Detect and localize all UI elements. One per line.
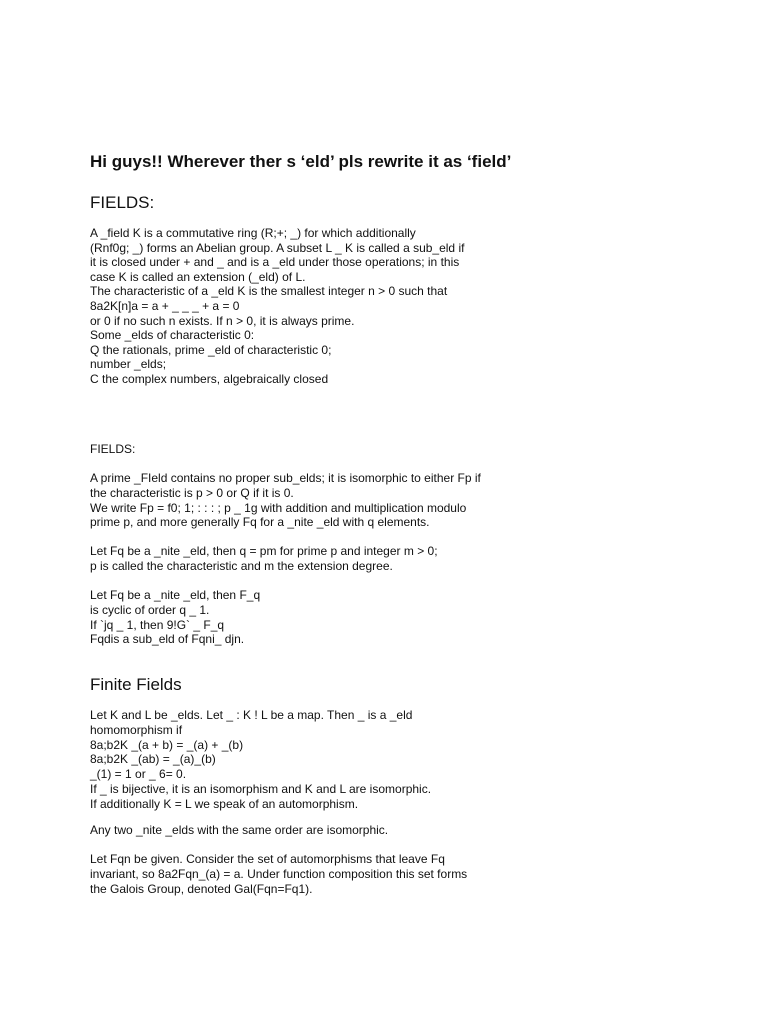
text-line: number _elds; bbox=[90, 357, 167, 372]
text-line: Any two _nite _elds with the same order are isomorphic. bbox=[90, 823, 389, 837]
section-prime-field bbox=[90, 471, 690, 530]
text-line: If additionally K = L we speak of an automorphism. bbox=[90, 796, 359, 811]
text-line: Fqdis a sub_eld of Fqni_ djn. bbox=[90, 632, 245, 647]
text-line: is cyclic of order q _ 1. bbox=[90, 602, 210, 617]
text-line: prime p, and more generally Fq for a _nite _eld with q elements. bbox=[90, 515, 430, 530]
text-line: We write Fp = f0; 1; : : : ; p _ 1g with addition and multiplication modulo bbox=[90, 500, 467, 515]
text-line: Let Fq be a _nite _eld, then q = pm for prime p and integer m > 0; bbox=[90, 544, 438, 558]
section-galois-group bbox=[90, 852, 690, 896]
text-line: the characteristic is p > 0 or Q if it is 0. bbox=[90, 485, 294, 500]
text-line: case K is called an extension (_eld) of L. bbox=[90, 269, 306, 284]
text-line: (Rnf0g; _) forms an Abelian group. A subset L _ K is called a sub_eld if bbox=[90, 240, 465, 255]
text-line: C the complex numbers, algebraically closed bbox=[90, 371, 329, 386]
text-line: or 0 if no such n exists. If n > 0, it is always prime. bbox=[90, 313, 355, 328]
fields-subheading: FIELDS: bbox=[90, 442, 136, 456]
text-line: Let Fqn be given. Consider the set of automorphisms that leave Fq bbox=[90, 852, 445, 866]
text-line: invariant, so 8a2Fqn_(a) = a. Under function composition this set forms bbox=[90, 866, 468, 881]
section-isomorphic-fields bbox=[90, 823, 690, 838]
text-line: Let Fq be a _nite _eld, then F_q bbox=[90, 588, 261, 602]
text-line: homomorphism if bbox=[90, 722, 183, 737]
finite-fields-heading: Finite Fields bbox=[90, 675, 182, 694]
text-line: 8a;b2K _(a + b) = _(a) + _(b) bbox=[90, 737, 244, 752]
text-line: 8a2K[n]a = a + _ _ _ + a = 0 bbox=[90, 298, 240, 313]
fields-heading: FIELDS: bbox=[90, 193, 155, 212]
text-line: Q the rationals, prime _eld of characteristic 0; bbox=[90, 342, 332, 357]
text-line: _(1) = 1 or _ 6= 0. bbox=[90, 767, 187, 782]
text-line: Some _elds of characteristic 0: bbox=[90, 328, 255, 343]
text-line: p is called the characteristic and m the extension degree. bbox=[90, 558, 393, 573]
section-fields-definition bbox=[90, 226, 690, 387]
section-cyclic-group bbox=[90, 588, 690, 647]
text-line: If _ is bijective, it is an isomorphism and K and L are isomorphic. bbox=[90, 781, 432, 796]
text-line: it is closed under + and _ and is a _eld under those operations; in this bbox=[90, 255, 460, 270]
text-line: The characteristic of a _eld K is the smallest integer n > 0 such that bbox=[90, 284, 448, 299]
section-finite-field-order bbox=[90, 544, 690, 574]
notice-heading: Hi guys!! Wherever ther s ‘eld’ pls rewrite it as ‘field’ bbox=[90, 152, 512, 171]
text-line: 8a;b2K _(ab) = _(a)_(b) bbox=[90, 752, 216, 767]
section-homomorphism bbox=[90, 708, 690, 812]
text-line: the Galois Group, denoted Gal(Fqn=Fq1). bbox=[90, 881, 313, 896]
text-line: If `jq _ 1, then 9!G` _ F_q bbox=[90, 617, 225, 632]
text-line: A _field K is a commutative ring (R;+; _) for which additionally bbox=[90, 226, 416, 240]
text-line: A prime _FIeld contains no proper sub_elds; it is isomorphic to either Fp if bbox=[90, 471, 481, 485]
text-line: Let K and L be _elds. Let _ : K ! L be a map. Then _ is a _eld bbox=[90, 708, 413, 722]
